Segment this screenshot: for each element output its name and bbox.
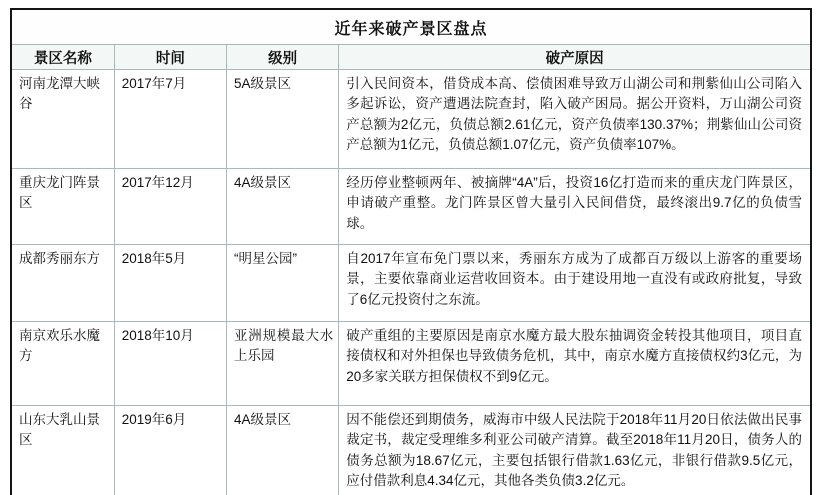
- cell-level: 5A级景区: [227, 70, 339, 169]
- cell-scenic-name: 重庆龙门阵景区: [11, 169, 114, 245]
- cell-reason: 破产重组的主要原因是南京水魔方最大股东抽调资金转投其他项目，项目直接债权和对外担保也导致债务危机，其中，南京水魔方直接债权约3亿元，为20多家关联方担保债权不到9亿元。: [339, 322, 811, 406]
- cell-scenic-name: 山东大乳山景区: [11, 406, 114, 495]
- cell-scenic-name: 南京欢乐水魔方: [11, 322, 114, 406]
- cell-reason: 因不能偿还到期债务，威海市中级人民法院于2018年11月20日依法做出民事裁定书，裁定受理维多利亚公司破产清算。截至2018年11月20日，债务人的债务总额为18.67亿元，主要包括银行借款1.63亿元，非银行借款9.5亿元，应付借款利息4.34亿元，其他各类负债3.2亿元。: [339, 406, 811, 495]
- table-row: [11, 70, 811, 169]
- table-row: [11, 322, 811, 406]
- table-row: [11, 406, 811, 495]
- cell-reason: 经历停业整顿两年、被摘牌“4A”后，投资16亿打造而来的重庆龙门阵景区，申请破产重整。龙门阵景区曾大量引入民间借贷，最终滚出9.7亿的负债雪球。: [339, 169, 811, 245]
- cell-scenic-name: 河南龙潭大峡谷: [11, 70, 114, 169]
- header-row: [11, 45, 811, 70]
- cell-level: 亚洲规模最大水上乐园: [227, 322, 339, 406]
- cell-time: 2017年12月: [114, 169, 226, 245]
- table-row: [11, 245, 811, 322]
- cell-time: 2018年5月: [114, 245, 226, 322]
- title-row: [11, 9, 811, 45]
- table-row: [11, 169, 811, 245]
- cell-level: “明星公园”: [227, 245, 339, 322]
- cell-reason: 引入民间资本，借贷成本高、偿债困难导致万山湖公司和荆紫仙山公司陷入多起诉讼，资产遭遇法院查封，陷入破产困局。据公开资料，万山湖公司资产总额为2亿元，负债总额2.61亿元，资产负债率130.37%；荆紫仙山公司资产总额为1亿元，负债总额1.07亿元，资产负债率107%。: [339, 70, 811, 169]
- cell-scenic-name: 成都秀丽东方: [11, 245, 114, 322]
- cell-time: 2017年7月: [114, 70, 226, 169]
- cell-level: 4A级景区: [227, 169, 339, 245]
- column-header-level: 级别: [227, 45, 339, 70]
- table-title: 近年来破产景区盘点: [11, 9, 811, 45]
- cell-time: 2018年10月: [114, 322, 226, 406]
- column-header-time: 时间: [114, 45, 226, 70]
- cell-level: 4A级景区: [227, 406, 339, 495]
- cell-time: 2019年6月: [114, 406, 226, 495]
- bankrupt-scenic-areas-table: [10, 8, 812, 495]
- column-header-scenic-name: 景区名称: [11, 45, 114, 70]
- cell-reason: 自2017年宣布免门票以来，秀丽东方成为了成都百万级以上游客的重要场景，主要依靠商业运营收回资本。由于建设用地一直没有或政府批复，导致了6亿元投资付之东流。: [339, 245, 811, 322]
- column-header-reason: 破产原因: [339, 45, 811, 70]
